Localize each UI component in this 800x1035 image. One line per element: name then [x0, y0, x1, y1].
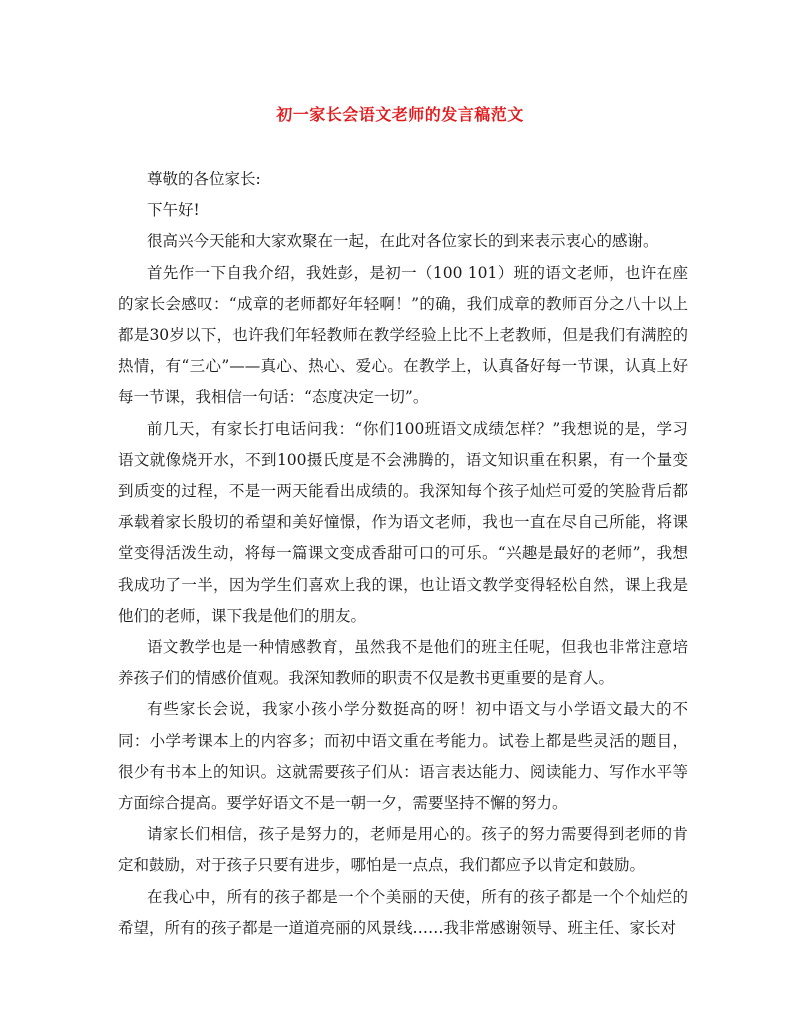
document-body [118, 164, 688, 944]
paragraph-learning-chinese: 前几天，有家长打电话问我：“你们100班语文成绩怎样？”我想说的是，学习语文就像烧开水，不到100摄氏度是不会沸腾的，语文知识重在积累，有一个量变到质变的过程，不是一两天能看出成绩的。我深知每个孩子灿烂可爱的笑脸背后都承载着家长殷切的希望和美好憧憬，作为语文老师，我也一直在尽自己所能，将课堂变得活泼生动，将每一篇课文变成香甜可口的可乐。“兴趣是最好的老师”，我想我成功了一半，因为学生们喜欢上我的课，也让语文教学变得轻松自然，课上我是他们的老师，课下我是他们的朋友。 [118, 419, 688, 625]
paragraph-introduction: 首先作一下自我介绍，我姓彭，是初一（100 101）班的语文老师，也许在座的家长会感叹：“成章的老师都好年轻啊！”的确，我们成章的教师百分之八十以上都是30岁以下，也许我们年轻教师在教学经验上比不上老教师，但是我们有满腔的热情，有“三心”——真心、热心、爱心。在教学上，认真备好每一节课，认真上好每一节课，我相信一句话：“态度决定一切”。 [118, 263, 688, 407]
greeting: 下午好! [147, 201, 200, 220]
document-title: 初一家长会语文老师的发言稿范文 [276, 105, 524, 124]
paragraph-welcome: 很高兴今天能和大家欢聚在一起，在此对各位家长的到来表示衷心的感谢。 [147, 232, 659, 251]
paragraph-encouragement: 请家长们相信，孩子是努力的，老师是用心的。孩子的努力需要得到老师的肯定和鼓励，对于孩子只要有进步，哪怕是一点点，我们都应予以肯定和鼓励。 [118, 825, 688, 875]
paragraph-emotional-education: 语文教学也是一种情感教育，虽然我不是他们的班主任呢，但我也非常注意培养孩子们的情感价值观。我深知教师的职责不仅是教书更重要的是育人。 [118, 638, 688, 688]
paragraph-closing: 在我心中，所有的孩子都是一个个美丽的天使，所有的孩子都是一个个灿烂的希望，所有的孩子都是一道道亮丽的风景线……我非常感谢领导、班主任、家长对 [118, 887, 688, 937]
paragraph-middle-school-difference: 有些家长会说，我家小孩小学分数挺高的呀！初中语文与小学语文最大的不同：小学考课本上的内容多；而初中语文重在考能力。试卷上都是些灵活的题目，很少有书本上的知识。这就需要孩子们从：语言表达能力、阅读能力、写作水平等方面综合提高。要学好语文不是一朝一夕，需要坚持不懈的努力。 [118, 700, 688, 813]
salutation: 尊敬的各位家长: [147, 170, 261, 188]
